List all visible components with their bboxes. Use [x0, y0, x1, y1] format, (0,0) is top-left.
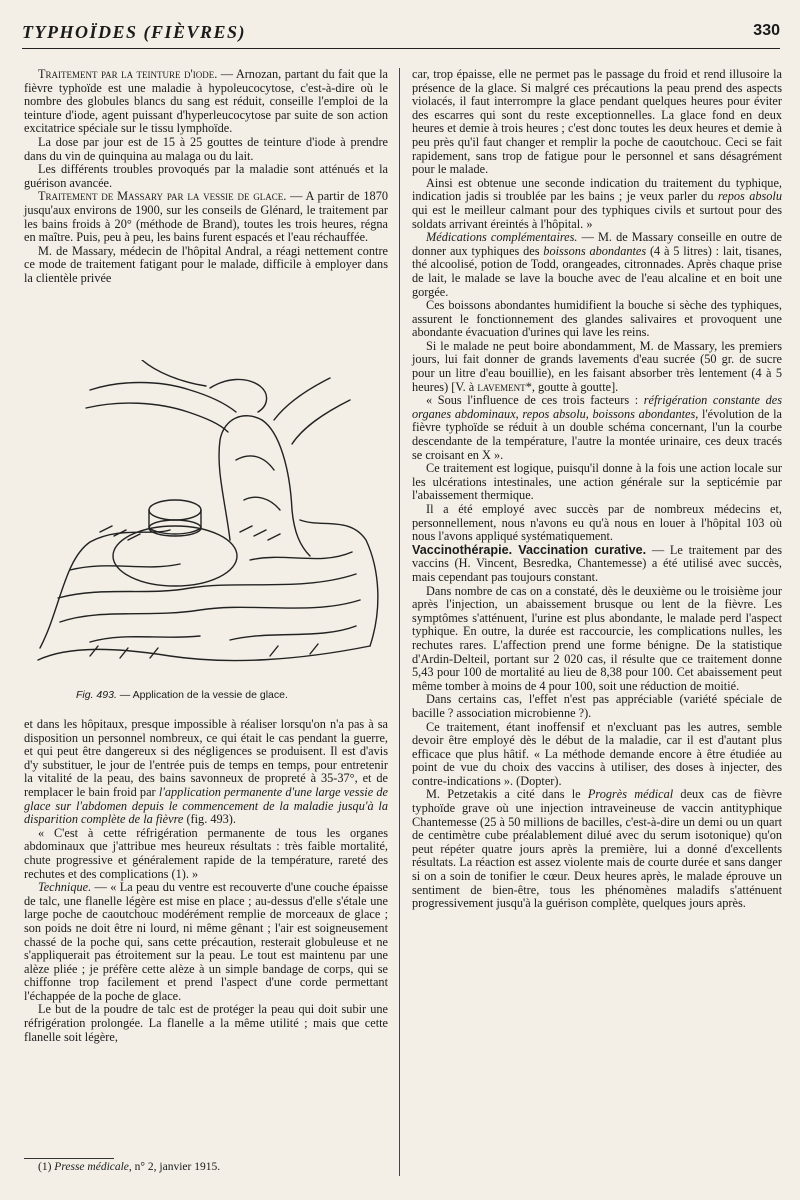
paragraph — [24, 190, 388, 244]
page-number: 330 — [753, 22, 780, 39]
paragraph-text: — A partir de 1870 jusqu'aux environs de 1900, sur les conseils de Glénard, le traitement par les bains froids à 20° (méthode de Brand), toutes les trois heures, régna en maître. Puis, peu à peu, les bains furent espacés et l'eau réchauffée. — [24, 189, 388, 245]
paragraph — [412, 693, 782, 720]
figure-illustration — [30, 360, 388, 675]
paragraph-text: — Arnozan, partant du fait que la fièvre typhoïde est une maladie à hypoleucocytose, c'est-à-dire où le nombre des globules blancs du sang est réduit, conseille l'emploi de la teinture d'iode, agent puissant d'hyperleucocytose par suite de son action excitatrice spéciale sur le tissu lymphoïde. — [24, 67, 388, 136]
paragraph — [412, 68, 782, 177]
figure-caption — [76, 689, 376, 701]
emphasis-text: l'application permanente d'une large vessie de glace sur l'abdomen depuis le commencement de la maladie jusqu'à la disparition complète de la fièvre — [24, 784, 388, 827]
left-column-bottom — [24, 718, 388, 1044]
paragraph — [24, 136, 388, 163]
footnote-text: , n° 2, janvier 1915. — [128, 1161, 221, 1173]
paragraph — [412, 503, 782, 544]
paragraph-text: Il a été employé avec succès par de nombreux médecins et, personnellement, nous n'avons eu qu'à nous en louer à l'hôpital 103 où nous l'avons appliqué systématiquement. — [412, 502, 782, 544]
paragraph — [24, 881, 388, 1003]
paragraph-text: La dose par jour est de 15 à 25 gouttes de teinture d'iode à prendre dans du vin de quinquina au malaga ou du lait. — [24, 134, 388, 163]
paragraph-text: deux cas de fièvre typhoïde grave où une injection intraveineuse de vaccin antityphique Chantemesse (25 à 50 millions de bacilles, c'est-à-dire un demi ou un quart de centimètre cube préalablement dilué avec du serum isotonique) qu'on peut répéter quatre jours après la première, lui a donné d'excellents résultats. La réaction est assez violente mais de courte durée et sans danger si on a soin de tonifier le cœur. Deux heures après, le malade éprouve un sentiment de bien-être, tous les phénomènes maladifs s'atténuent progressivement jusqu'à la guérison complète, quelques jours après. — [412, 787, 782, 911]
section-heading: Traitement par la teinture d'iode. — [38, 67, 218, 81]
paragraph-text: Ce traitement, étant inoffensif et n'excluant pas les autres, semble devoir être employé dès le début de la maladie, car il est d'autant plus efficace que plus hâtif. « La méthode demande encore à être étudiée au point de vue du choix des vaccins à utiliser, des doses à injecter, des contre-indications ». (Dopter). — [412, 719, 782, 788]
paragraph-text: Ces boissons abondantes humidifient la bouche si sèche des typhiques, assurent le fonctionnement des glandes salivaires et provoquent une abondante évacuation d'urines qui lave les reins. — [412, 298, 782, 340]
paragraph-text: (fig. 493). — [183, 812, 236, 827]
paragraph-text: — « La peau du ventre est recouverte d'une couche épaisse de talc, une flanelle légère est mise en place ; au-dessus d'elle s'étale une large poche de caoutchouc modérément remplie de morceaux de glace ; son poids ne doit être ni lourd, ni même gênant ; l'air est soigneusement chassé de la poche qui, sans cette précaution, resterait globuleuse et ne s'appliquerait pas étroitement sur la peau. Le tout est maintenu par une alèze pliée ; je préfère cette alèze à un simple bandage de corps, qui se chiffonne trop facilement et prend l'aspect d'une corde permettant l'échappée de la poche de glace. — [24, 880, 388, 1003]
figure-caption-text: — Application de la vessie de glace. — [116, 689, 288, 701]
left-column-top — [24, 68, 388, 286]
paragraph — [412, 788, 782, 910]
paragraph — [24, 827, 388, 881]
cross-reference: lavement — [477, 379, 526, 394]
column-divider — [399, 68, 400, 1176]
running-title: TYPHOÏDES (FIÈVRES) — [22, 22, 247, 42]
section-heading: Traitement de Massary par la vessie de glace. — [38, 189, 287, 204]
paragraph-text: Les différents troubles provoqués par la maladie sont atténués et la guérison avancée. — [24, 162, 388, 190]
emphasis-text: Progrès médical — [587, 787, 674, 802]
paragraph — [24, 718, 388, 827]
paragraph-text: — Le traitement par des vaccins (H. Vincent, Besredka, Chantemesse) a été utilisé avec succès, mais cependant pas toujours constant. — [412, 542, 782, 584]
paragraph — [412, 544, 782, 585]
running-header — [22, 18, 780, 49]
paragraph-text: (4 à 5 litres) : lait, tisanes, thé alcoolisé, potion de Todd, orangeades, citronnades. Après chaque prise de lait, le malade se lave la bouche avec de l'eau alcaline et en boit une gorgée. — [412, 243, 783, 299]
paragraph-text: Dans nombre de cas on a constaté, dès le deuxième ou le troisième jour après l'injection, un abaissement brusque ou lent de la fièvre. Les symptômes s'atténuent, l'urine est plus abondante, le malade perd l'aspect typhique. En outre, la durée est raccourcie, les complications nulles, les rechutes rares. L'affection prend une forme bénigne. De la statistique d'Ardin-Delteil, portant sur 2 020 cas, il résulte que ce traitement donne 5,43 pour 100 de mortalité au lieu de 8,38 pour 100. Cet abaissement peut même tomber à moins de 4 pour 100, soit une réduction de moitié. — [412, 583, 782, 693]
paragraph-text: — M. de Massary conseille en outre de donner aux typhiques des — [412, 230, 782, 258]
paragraph — [24, 68, 388, 136]
paragraph-text: et dans les hôpitaux, presque impossible à réaliser lorsqu'on n'a pas à sa disposition un personnel nombreux, ce qui était le cas pendant la guerre, et qui peut être dangereux si des négligences se produisent. Il est d'avis d'y substituer, le jour de l'entrée puis de temps en temps, pour entretenir la vitalité de la peau, des bains savonneux de propreté à 35-37°, et de remplacer le bain froid par — [24, 717, 388, 799]
paragraph-text: qui est le meilleur calmant pour des typhiques civils et surtout pour des soldats arrivant éreintés à l'hôpital. » — [412, 202, 782, 231]
paragraph-text: car, trop épaisse, elle ne permet pas le passage du froid et rend illusoire la présence de la glace. Si malgré ces précautions la peau prend des aspects violacés, il faut interrompre la glace pendant quelques heures pour éviter des escarres qui sont du reste exceptionnelles. La glace fond en deux heures et demie à trois heures ; c'est donc toutes les deux heures et demie à peu près qu'il faut changer et remplir la poche de caoutchouc. Ceci se fait rapidement, sans trop de fatigue pour le personnel et sans désagrément pour le malade. — [412, 67, 782, 177]
paragraph-text: M. de Massary, médecin de l'hôpital Andral, a réagi nettement contre ce mode de traitement fatigant pour le malade, difficile à employer dans la clientèle privée — [24, 243, 388, 285]
subsection-heading: Technique. — [38, 880, 92, 895]
footnote — [38, 1161, 220, 1173]
paragraph — [24, 163, 388, 190]
paragraph-text: « Sous l'influence de ces trois facteurs : — [426, 393, 644, 408]
paragraph-text: Dans certains cas, l'effet n'est pas appréciable (variété spéciale de bacille ? association microbienne ?). — [412, 692, 782, 720]
paragraph — [412, 340, 782, 394]
paragraph-text: Le but de la poudre de talc est de protéger la peau qui doit subir une réfrigération prolongée. La flanelle a la même utilité ; mais que cette flanelle soit légère, — [24, 1002, 388, 1044]
section-heading: Vaccinothérapie. Vaccination curative. — [412, 542, 647, 557]
paragraph-text: Ce traitement est logique, puisqu'il donne à la fois une action locale sur les ulcérations intestinales, une action générale sur la septicémie par l'abaissement thermique. — [412, 461, 782, 503]
paragraph-text: Ainsi est obtenue une seconde indication du traitement du typhique, indication jadis si troublée par les bains ; je veux parler du — [412, 175, 782, 204]
footnote-source: Presse médicale — [54, 1161, 129, 1173]
paragraph — [412, 585, 782, 694]
paragraph-text: Si le malade ne peut boire abondamment, M. de Massary, les premiers jours, lui fait donner de grands lavements d'eau sucrée (50 gr. de sucre pour un litre d'eau bouillie), en les faisant absorber très lentement (4 à 5 heures) [V. à — [412, 338, 782, 394]
paragraph — [24, 245, 388, 286]
emphasis-text: repos absolu — [717, 189, 782, 204]
paragraph — [412, 231, 782, 299]
paragraph-text: l'évolution de la fièvre typhoïde se réduit à un double schéma concernant, l'un la courbe descendante de la température, l'autre la montée urinaire, ces deux tracés se croisant en X ». — [412, 406, 782, 462]
paragraph — [412, 177, 782, 231]
paragraph — [412, 462, 782, 503]
paragraph-text: M. Petzetakis a cité dans le — [426, 787, 588, 802]
subsection-heading: Médications complémentaires. — [426, 230, 578, 245]
paragraph — [412, 394, 782, 462]
emphasis-text: réfrigération constante des organes abdominaux, repos absolu, boissons abondantes, — [412, 393, 783, 421]
emphasis-text: boissons abondantes — [543, 243, 647, 258]
paragraph — [412, 299, 782, 340]
footnote-rule — [24, 1158, 114, 1159]
paragraph — [24, 1003, 388, 1044]
right-column — [412, 68, 782, 911]
paragraph-text: *, goutte à goutte]. — [525, 379, 619, 394]
ice-bladder-illustration — [30, 360, 388, 675]
footnote-marker: (1) — [38, 1161, 55, 1173]
figure-number: Fig. 493. — [76, 689, 117, 701]
paragraph — [412, 721, 782, 789]
paragraph-text: « C'est à cette réfrigération permanente de tous les organes abdominaux que j'attribue mes heureux résultats : très faible mortalité, chute progressive et généralement rapide de la température, rareté des rechutes et des complications (1). » — [24, 825, 388, 881]
